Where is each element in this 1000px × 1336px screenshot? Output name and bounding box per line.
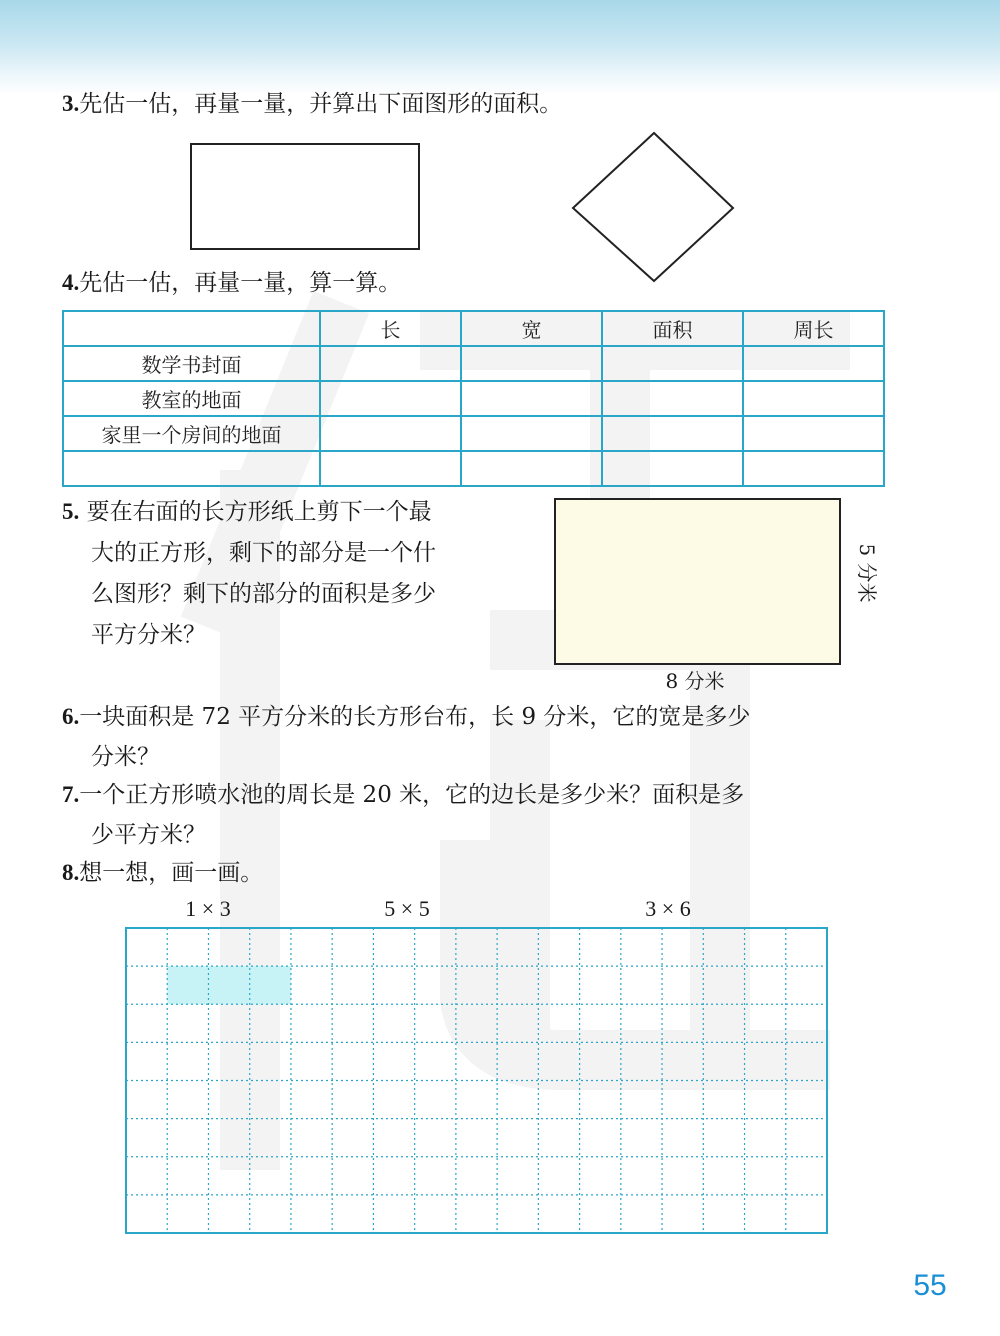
question-text-line: 么图形？剩下的部分的面积是多少 (91, 581, 436, 607)
question-number: 8. (62, 860, 80, 885)
shaded-cell (250, 966, 291, 1004)
dimension-label: 3 × 6 (645, 896, 691, 921)
header-band (0, 0, 1000, 95)
table-header-cell: 面积 (602, 311, 743, 346)
question-number: 7. (62, 782, 80, 807)
dimension-label: 1 × 3 (185, 896, 231, 921)
answer-cell[interactable] (602, 346, 743, 381)
answer-cell[interactable] (461, 381, 602, 416)
question-text: 想一想，画一画。 (79, 860, 264, 886)
table-row (63, 451, 884, 486)
table-row (63, 416, 884, 451)
drawing-grid[interactable] (125, 927, 828, 1234)
rectangle-shape (190, 143, 420, 250)
answer-cell[interactable] (602, 381, 743, 416)
row-label: 教室的地面 (63, 381, 320, 416)
question-text-line: 一个正方形喷水池的周长是 20 米，它的边长是多少米？面积是多 (79, 782, 745, 808)
shaded-cell (167, 966, 208, 1004)
table-header-cell: 宽 (461, 311, 602, 346)
table-header-cell: 长 (320, 311, 461, 346)
question-number: 5. (62, 499, 80, 524)
answer-cell[interactable] (743, 381, 884, 416)
question-text-line: 大的正方形，剩下的部分是一个什 (91, 540, 436, 566)
question-6 (62, 697, 750, 737)
answer-cell[interactable] (743, 451, 884, 486)
row-label[interactable] (63, 451, 320, 486)
question-text: 先估一估，再量一量，算一算。 (79, 270, 402, 296)
question-number: 4. (62, 270, 80, 295)
question-4 (62, 263, 401, 303)
question-7 (62, 775, 744, 815)
question-5 (62, 492, 432, 532)
shaded-cell (208, 966, 249, 1004)
answer-cell[interactable] (602, 416, 743, 451)
row-label: 家里一个房间的地面 (63, 416, 320, 451)
answer-cell[interactable] (743, 346, 884, 381)
question-text-line: 一块面积是 72 平方分米的长方形台布，长 9 分米，它的宽是多少 (79, 704, 751, 730)
table-row (63, 346, 884, 381)
question-text-line: 分米？ (91, 744, 160, 770)
answer-cell[interactable] (320, 416, 461, 451)
question-3 (62, 84, 562, 124)
answer-cell[interactable] (743, 416, 884, 451)
table-row (63, 381, 884, 416)
height-label: 5 分米 (855, 543, 879, 603)
width-label: 8 分米 (665, 669, 725, 693)
question-8 (62, 853, 263, 893)
question-text-line: 平方分米？ (91, 622, 206, 648)
rhombus-shape (570, 130, 738, 284)
table-header-row (63, 311, 884, 346)
question-text: 先估一估，再量一量，并算出下面图形的面积。 (79, 91, 563, 117)
question-number: 3. (62, 91, 80, 116)
rectangular-paper (554, 498, 841, 665)
answer-cell[interactable] (602, 451, 743, 486)
dimension-label: 5 × 5 (384, 896, 430, 921)
measurement-table (62, 310, 885, 487)
question-text-line: 要在右面的长方形纸上剪下一个最 (86, 499, 432, 525)
page-number: 55 (913, 1269, 947, 1302)
answer-cell[interactable] (320, 451, 461, 486)
row-label: 数学书封面 (63, 346, 320, 381)
answer-cell[interactable] (320, 346, 461, 381)
question-number: 6. (62, 704, 80, 729)
answer-cell[interactable] (320, 381, 461, 416)
answer-cell[interactable] (461, 416, 602, 451)
table-header-cell (63, 311, 320, 346)
table-header-cell: 周长 (743, 311, 884, 346)
answer-cell[interactable] (461, 346, 602, 381)
question-text-line: 少平方米？ (91, 822, 206, 848)
answer-cell[interactable] (461, 451, 602, 486)
